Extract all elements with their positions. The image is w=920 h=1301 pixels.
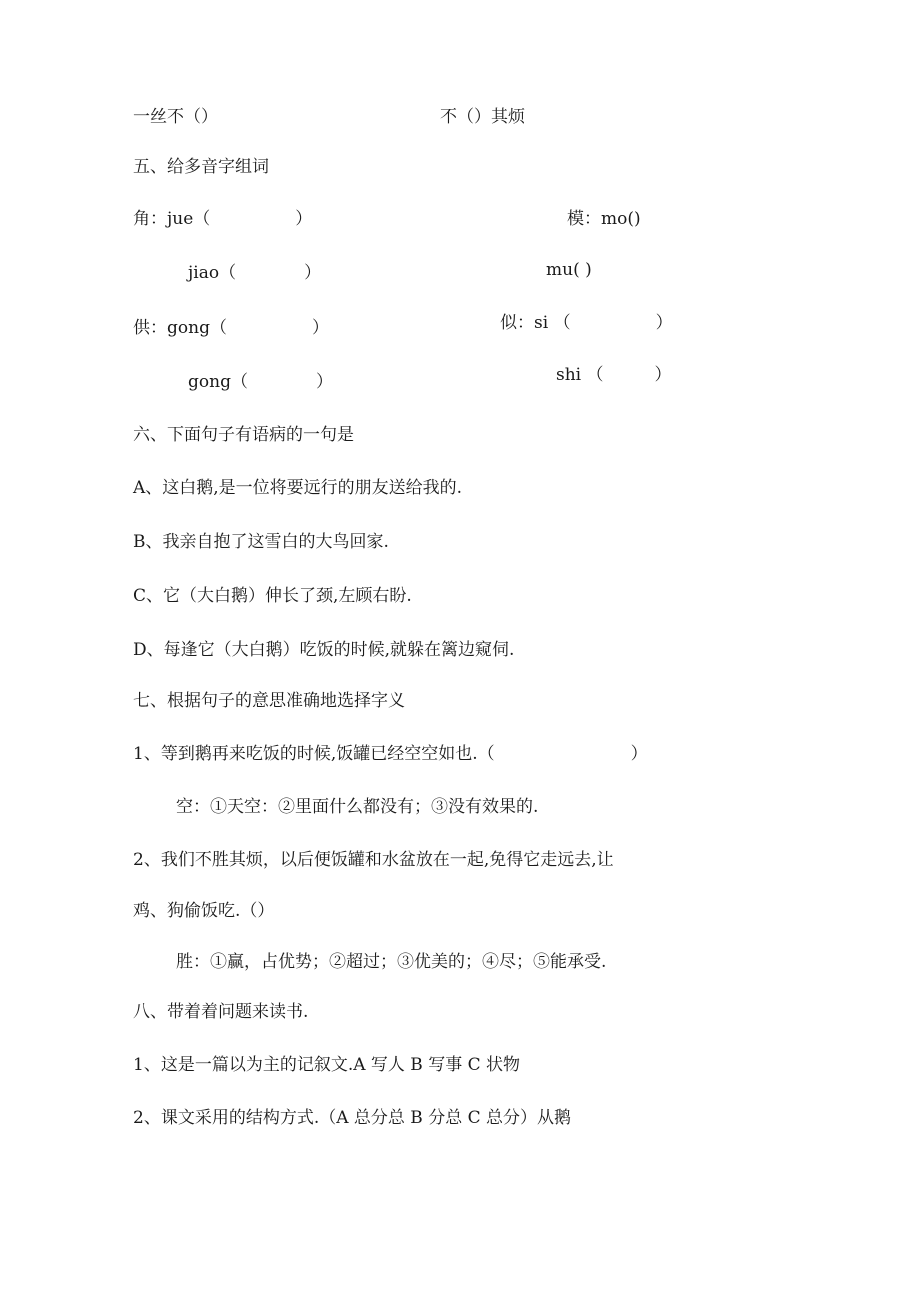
option-b: B、我亲自抱了这雪白的大鸟回家. — [133, 532, 389, 552]
option-c: C、它（大白鹅）伸长了颈,左顾右盼. — [133, 586, 412, 606]
polyphone-si: 似：si （ ） — [500, 313, 673, 333]
idiom-fill-right: 不（）其烦 — [440, 107, 525, 127]
question-1-meanings: 空：①天空：②里面什么都没有；③没有效果的. — [176, 797, 539, 817]
question-8-2: 2、课文采用的结构方式.（A 总分总 B 分总 C 总分）从鹅 — [133, 1108, 572, 1128]
idiom-fill-left: 一丝不（） — [133, 107, 218, 127]
section-7-title: 七、根据句子的意思准确地选择字义 — [133, 691, 405, 711]
question-8-1: 1、这是一篇以为主的记叙文.A 写人 B 写事 C 状物 — [133, 1055, 521, 1075]
option-a: A、这白鹅,是一位将要远行的朋友送给我的. — [133, 478, 463, 498]
polyphone-gong-2: gong（ ） — [188, 372, 333, 392]
section-6-title: 六、下面句子有语病的一句是 — [133, 425, 354, 445]
section-8-title: 八、带着着问题来读书. — [133, 1002, 309, 1022]
question-2-meanings: 胜：①赢，占优势；②超过；③优美的；④尽；⑤能承受. — [176, 952, 607, 972]
polyphone-mo: 模：mo() — [567, 209, 641, 229]
polyphone-jiao: jiao（ ） — [188, 263, 322, 283]
question-2-line-1: 2、我们不胜其烦，以后便饭罐和水盆放在一起,免得它走远去,让 — [133, 850, 614, 870]
polyphone-shi: shi （ ） — [556, 365, 672, 385]
question-1: 1、等到鹅再来吃饭的时候,饭罐已经空空如也.（ ） — [133, 744, 648, 764]
polyphone-jue: 角：jue（ ） — [133, 209, 313, 229]
polyphone-gong-1: 供：gong（ ） — [133, 318, 329, 338]
section-5-title: 五、给多音字组词 — [133, 157, 269, 177]
polyphone-mu: mu( ) — [546, 260, 592, 280]
question-2-line-2: 鸡、狗偷饭吃.（） — [133, 901, 275, 921]
option-d: D、每逢它（大白鹅）吃饭的时候,就躲在篱边窥伺. — [133, 640, 515, 660]
